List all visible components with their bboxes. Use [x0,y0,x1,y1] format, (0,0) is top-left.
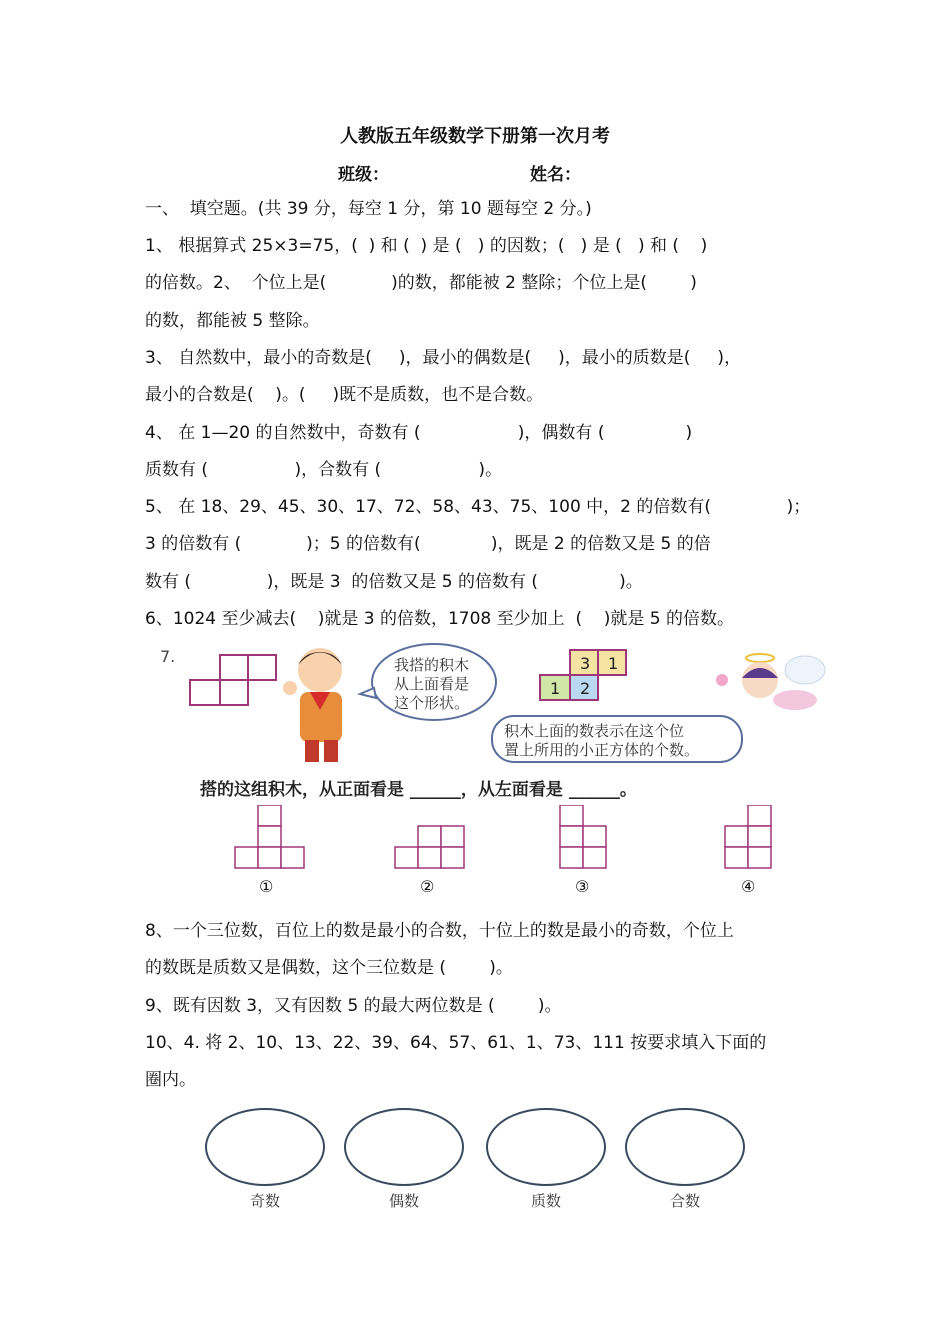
boy-illustration [283,648,342,762]
question-8-line-2: 的数既是质数又是偶数，这个三位数是 ( )。 [145,958,513,978]
question-10-line-2: 圈内。 [145,1070,196,1090]
question-5-line-3: 数有 ( )，既是 3 的倍数又是 5 的倍数有 ( )。 [145,572,643,592]
boy-speech-line-1: 我搭的积木 [394,656,470,674]
option-4-view [725,805,771,868]
composite-number-label: 合数 [669,1192,700,1210]
figure-7-number: 7. [160,647,176,666]
question-3-line-2: 最小的合数是( )。( )既不是质数，也不是合数。 [145,385,544,405]
question-5-line-2: 3 的倍数有 ( )；5 的倍数有( )，既是 2 的倍数又是 5 的倍 [145,534,711,554]
even-number-circle[interactable] [344,1108,464,1186]
question-2-line-2: 的数，都能被 5 整除。 [145,311,320,331]
option-label-1: ① [259,877,274,896]
figure-7 [150,640,840,770]
angel-speech-line-2: 置上所用的小正方体的个数。 [504,741,700,759]
question-3-line-1: 3、 自然数中，最小的奇数是( )，最小的偶数是( )，最小的质数是( )， [145,348,742,368]
question-4-line-2: 质数有 ( )，合数有 ( )。 [145,460,503,480]
boy-speech-line-3: 这个形状。 [394,694,470,712]
question-7-caption: 搭的这组积木，从正面看是 ______，从左面看是 ______。 [200,780,637,800]
boy-speech-line-2: 从上面看是 [394,675,470,693]
prime-number-label: 质数 [530,1192,561,1210]
question-9: 9、既有因数 3，又有因数 5 的最大两位数是 ( )。 [145,996,562,1016]
name-label: 姓名： [530,165,581,185]
composite-number-circle[interactable] [625,1108,745,1186]
option-label-2: ② [420,877,435,896]
cell-number: 3 [580,654,591,673]
odd-number-circle[interactable] [205,1108,325,1186]
question-1-line-2: 的倍数。2、 个位上是( )的数，都能被 2 整除；个位上是( ) [145,273,697,293]
section-heading: 一、 填空题。(共 39 分，每空 1 分，第 10 题每空 2 分。) [145,199,592,219]
question-10-line-1: 10、4. 将 2、10、13、22、39、64、57、61、1、73、111 按要求填入下面的 [145,1033,767,1053]
cell-number: 1 [550,679,561,698]
odd-number-label: 奇数 [249,1192,280,1210]
option-label-4: ④ [741,877,756,896]
even-number-label: 偶数 [388,1192,419,1210]
cell-number: 1 [608,654,619,673]
angel-speech-line-1: 积木上面的数表示在这个位 [504,722,685,740]
question-8-line-1: 8、一个三位数，百位上的数是最小的合数，十位上的数是最小的奇数，个位上 [145,921,734,941]
question-4-line-1: 4、 在 1—20 的自然数中，奇数有 ( )，偶数有 ( ) [145,423,693,443]
option-2-view [395,826,464,868]
prime-number-circle[interactable] [486,1108,606,1186]
option-3-view [560,805,606,868]
option-label-3: ③ [575,877,590,896]
question-5-line-1: 5、 在 18、29、45、30、17、72、58、43、75、100 中，2 的倍数有( )； [145,497,811,517]
top-view-shape [190,655,276,705]
question-6: 6、1024 至少减去( )就是 3 的倍数，1708 至少加上 ( )就是 5 的倍数。 [145,609,734,629]
figure-7-options [225,805,785,875]
page-title: 人教版五年级数学下册第一次月考 [340,126,610,147]
class-label: 班级： [338,165,389,185]
question-1-line-1: 1、 根据算式 25×3=75，( ) 和 ( ) 是 ( ) 的因数；( ) 是 ( ) 和 ( ) [145,236,708,256]
cell-number: 2 [580,679,591,698]
option-1-view [235,805,304,868]
angel-illustration [716,654,825,710]
